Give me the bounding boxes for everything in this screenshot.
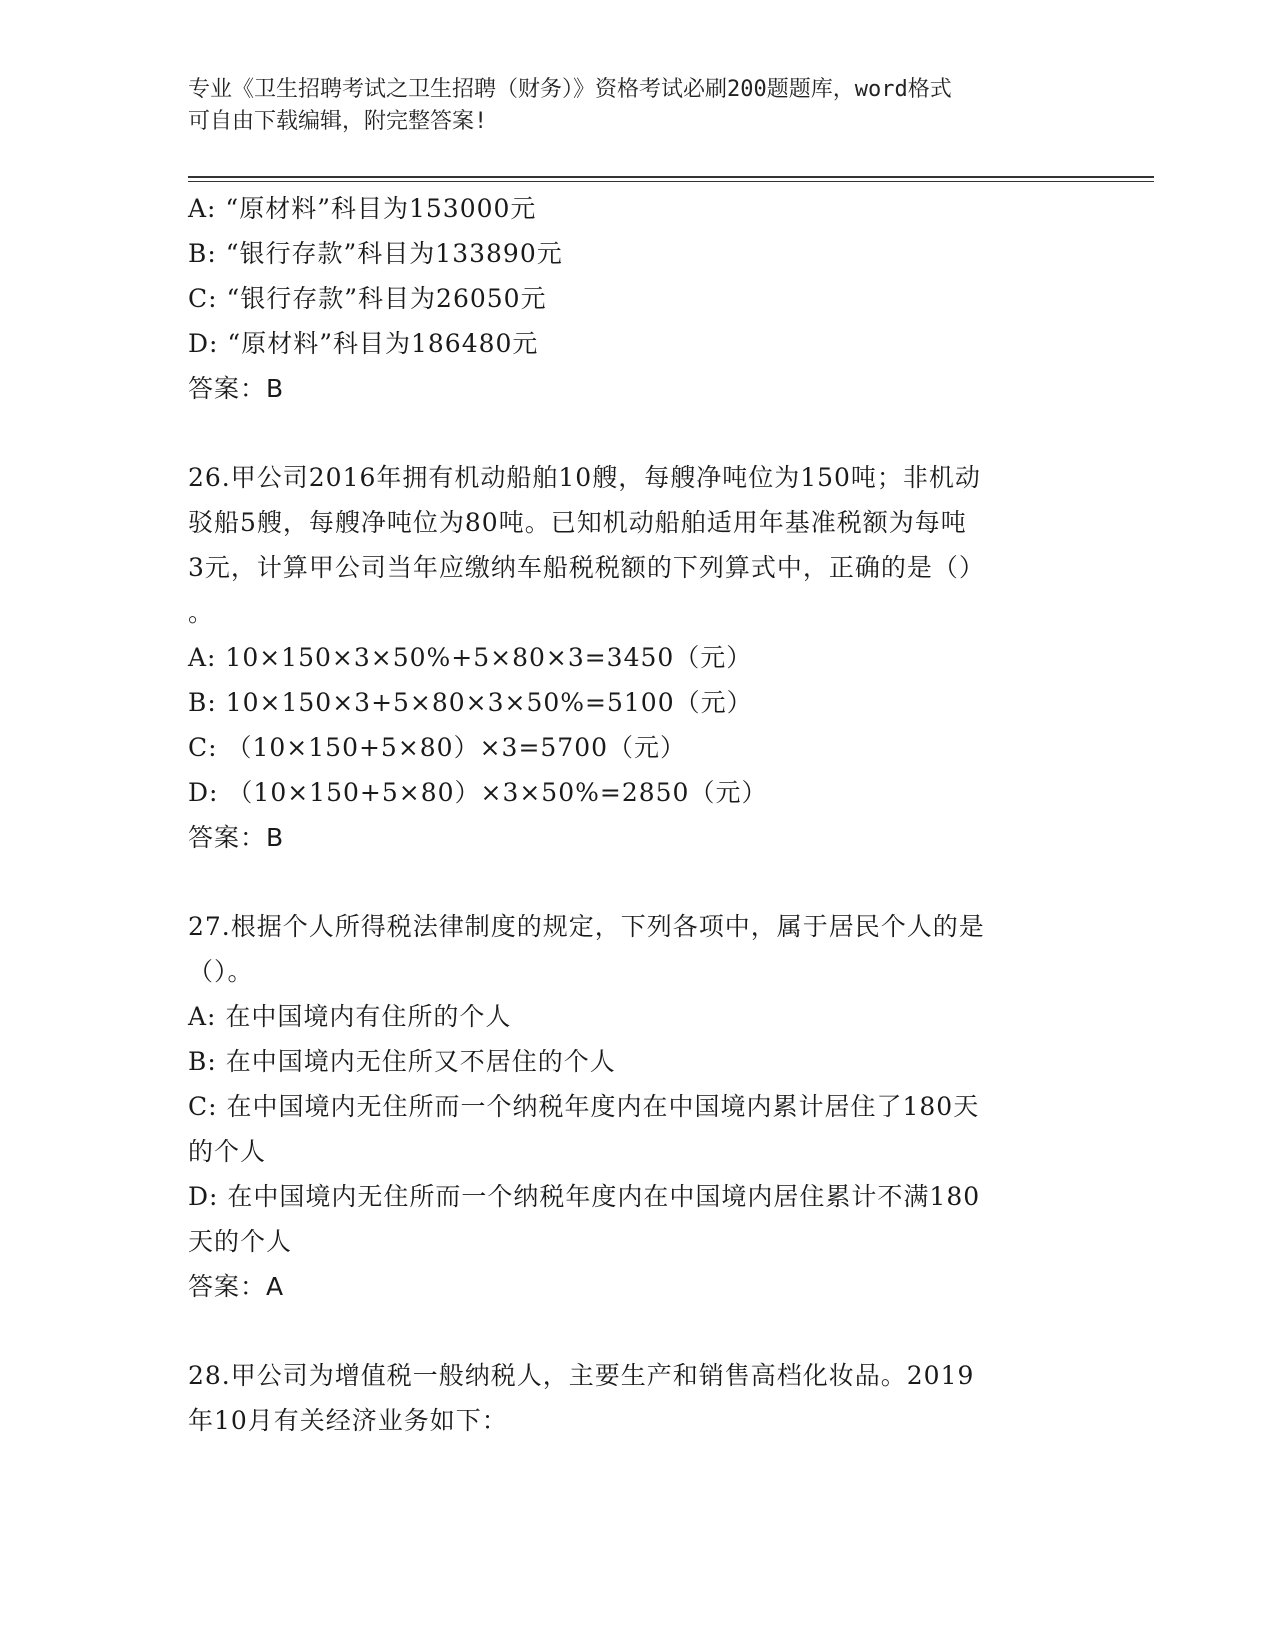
header-line-2: 可自由下载编辑，附完整答案! (188, 109, 488, 134)
q27-option-d-line-1: D: 在中国境内无住所而一个纳税年度内在中国境内居住累计不满180 (188, 1182, 981, 1211)
q25-option-c: C: “银行存款”科目为26050元 (188, 284, 547, 313)
q27-option-b: B: 在中国境内无住所又不居住的个人 (188, 1047, 616, 1076)
question-content (188, 186, 1088, 1443)
q25-answer: 答案：B (188, 374, 285, 403)
question-25-block (188, 186, 1088, 411)
q25-option-a: A: “原材料”科目为153000元 (188, 194, 537, 223)
q25-option-b: B: “银行存款”科目为133890元 (188, 239, 563, 268)
document-header (188, 74, 1068, 138)
q26-stem-line-3: 3元，计算甲公司当年应缴纳车船税税额的下列算式中，正确的是（） (188, 553, 985, 582)
question-26-block (188, 455, 1088, 860)
q26-stem-line-2: 驳船5艘，每艘净吨位为80吨。已知机动船舶适用年基准税额为每吨 (188, 508, 967, 537)
q26-option-a: A: 10×150×3×50%+5×80×3=3450（元） (188, 643, 753, 672)
q25-option-d: D: “原材料”科目为186480元 (188, 329, 539, 358)
q27-option-c-line-1: C: 在中国境内无住所而一个纳税年度内在中国境内累计居住了180天 (188, 1092, 980, 1121)
q26-stem-line-4: 。 (188, 598, 215, 627)
q27-option-d-line-2: 天的个人 (188, 1227, 293, 1256)
q27-stem-line-1: 27.根据个人所得税法律制度的规定，下列各项中，属于居民个人的是 (188, 912, 985, 941)
question-27-block (188, 904, 1088, 1309)
q27-option-c-line-2: 的个人 (188, 1137, 267, 1166)
q27-answer: 答案：A (188, 1272, 285, 1301)
q27-option-a: A: 在中国境内有住所的个人 (188, 1002, 512, 1031)
q26-answer: 答案：B (188, 823, 285, 852)
q28-stem-line-1: 28.甲公司为增值税一般纳税人，主要生产和销售高档化妆品。2019 (188, 1361, 975, 1390)
question-28-block (188, 1353, 1088, 1443)
q26-option-d: D: （10×150+5×80）×3×50%=2850（元） (188, 778, 768, 807)
q27-stem-line-2: （）。 (188, 957, 254, 986)
spacer (188, 860, 1088, 904)
header-divider-thin (188, 181, 1154, 182)
q28-stem-line-2: 年10月有关经济业务如下： (188, 1406, 508, 1435)
spacer (188, 411, 1088, 455)
spacer (188, 1309, 1088, 1353)
q26-option-b: B: 10×150×3+5×80×3×50%=5100（元） (188, 688, 753, 717)
header-divider-thick (188, 176, 1154, 178)
q26-stem-line-1: 26.甲公司2016年拥有机动船舶10艘，每艘净吨位为150吨；非机动 (188, 463, 981, 492)
q26-option-c: C: （10×150+5×80）×3=5700（元） (188, 733, 687, 762)
header-line-1: 专业《卫生招聘考试之卫生招聘（财务）》资格考试必刷200题题库，word格式 (188, 77, 952, 102)
